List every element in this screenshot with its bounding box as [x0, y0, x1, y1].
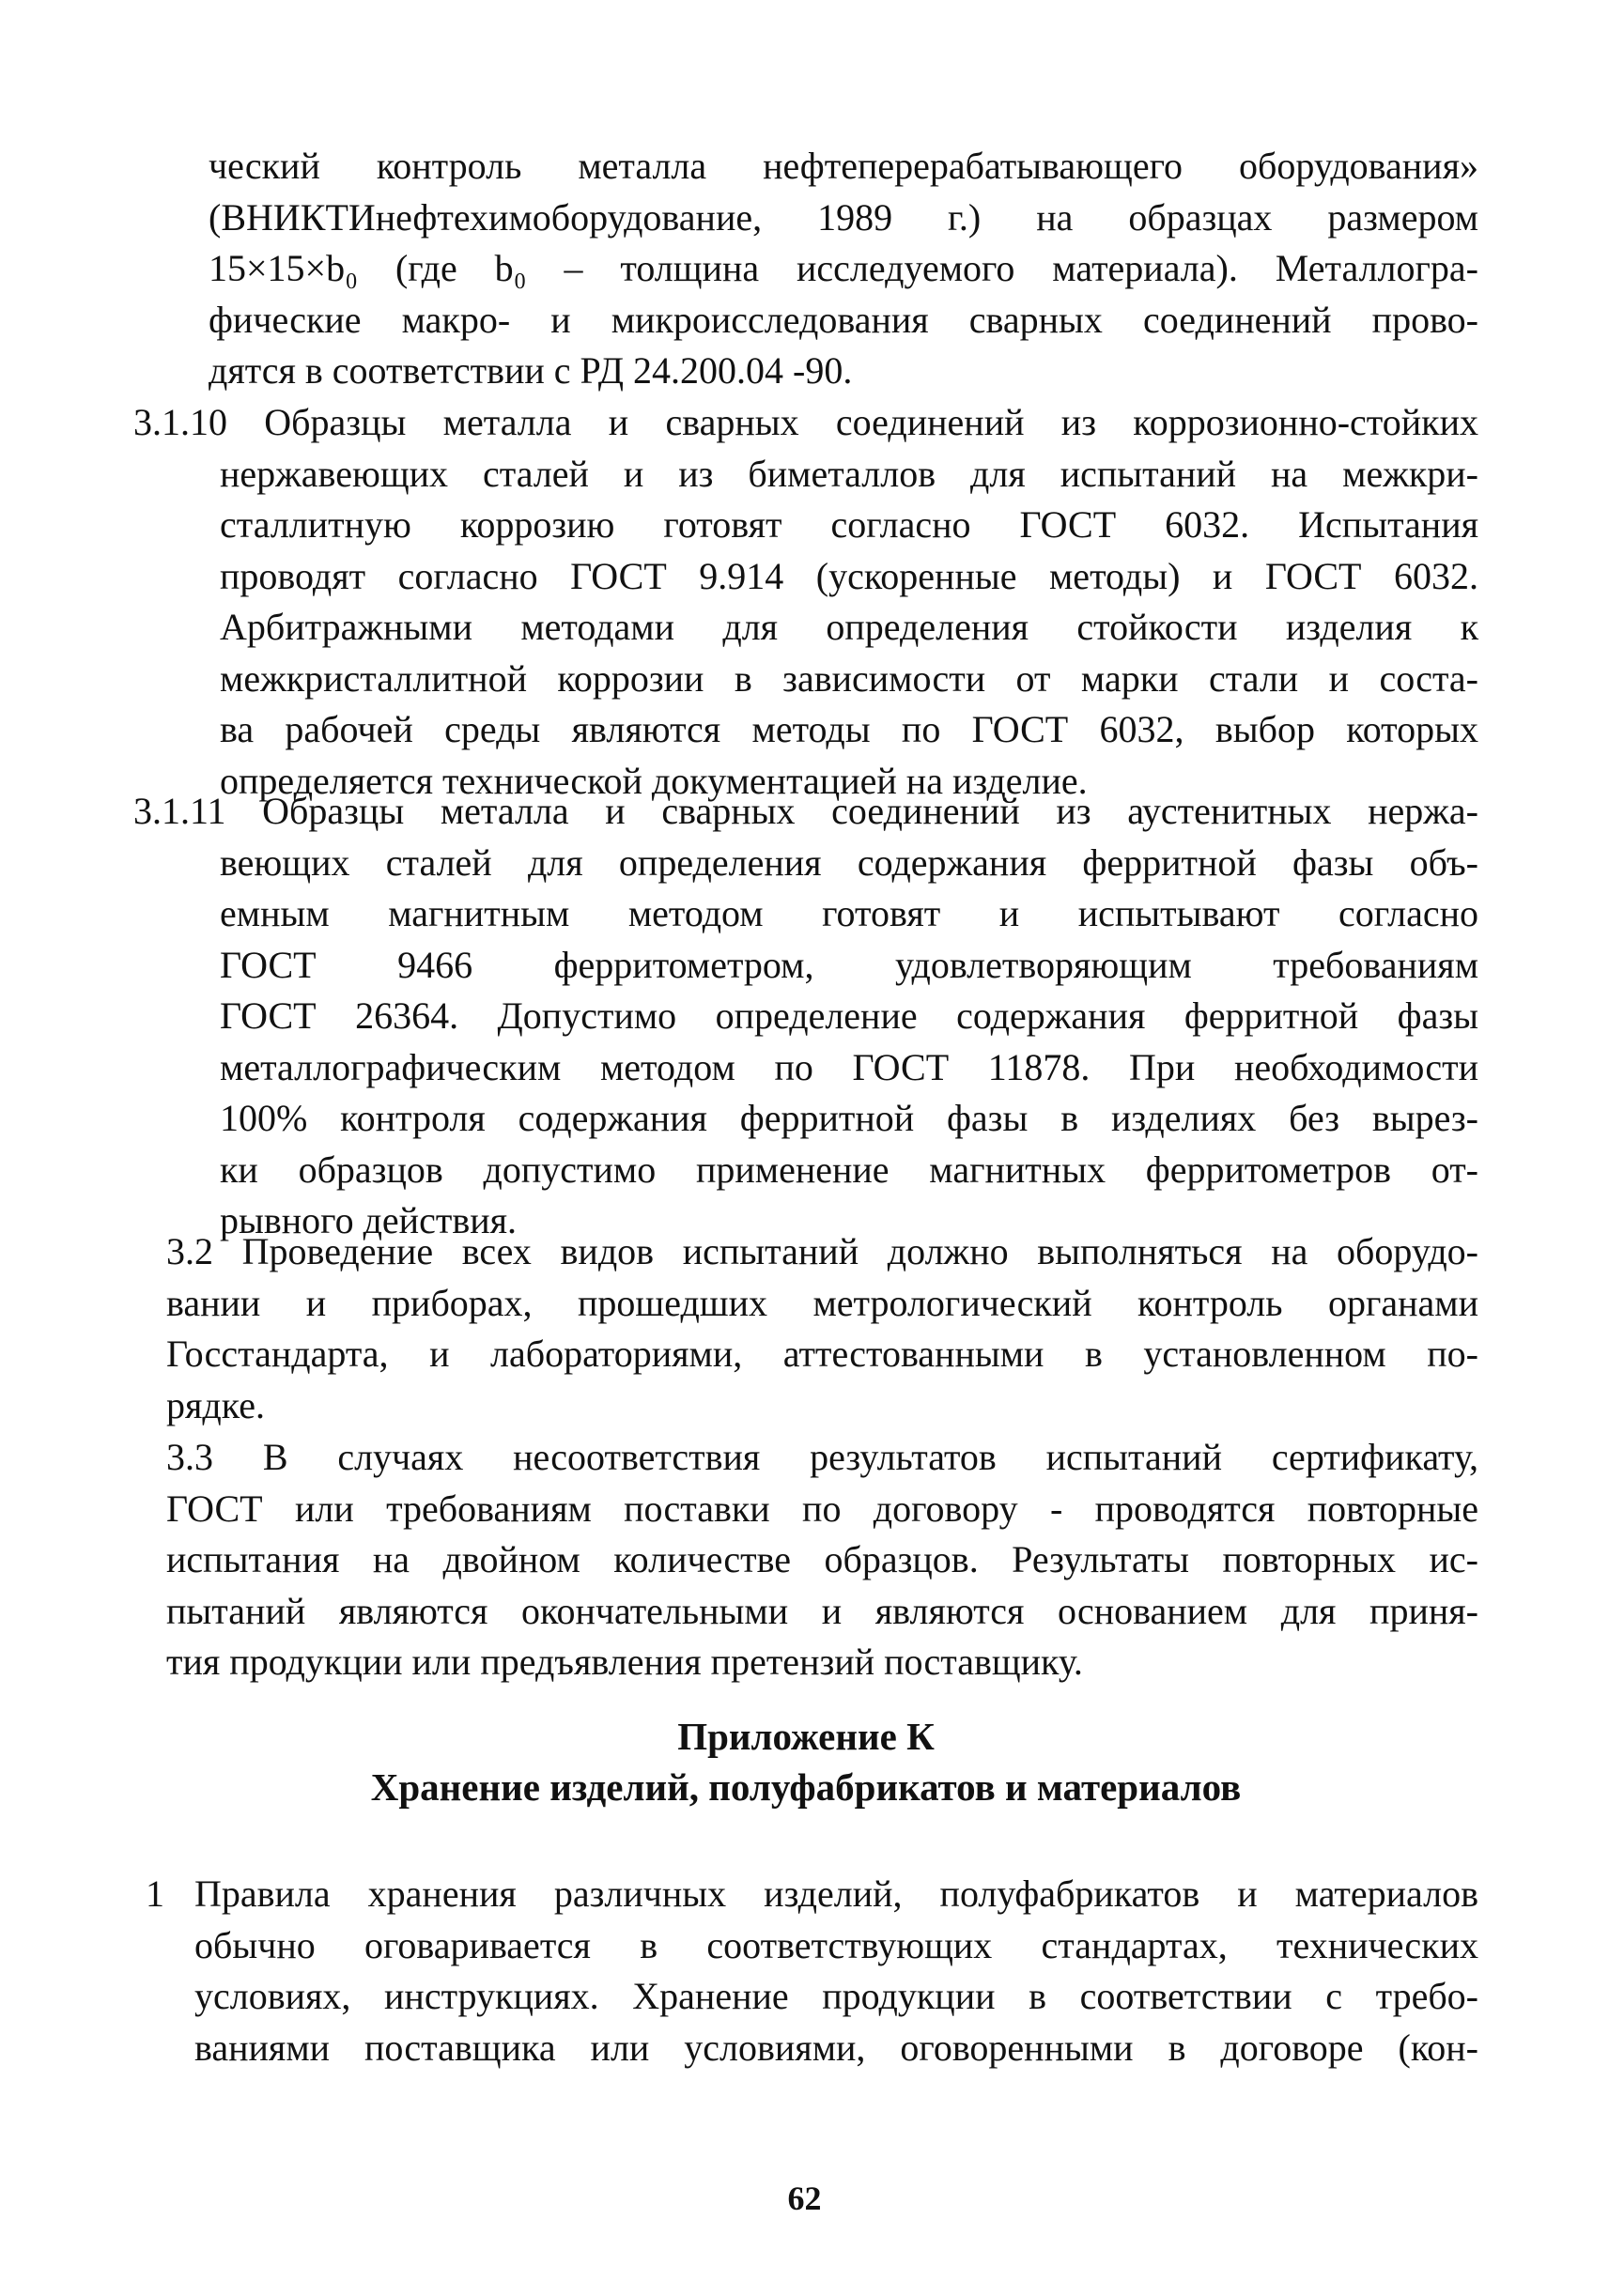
- text-line: Арбитражными методами для определения стойкости изделия к: [220, 606, 1478, 648]
- text-line: Правила хранения различных изделий, полуфабрикатов и материалов: [194, 1872, 1478, 1915]
- text-line: ческий контроль металла нефтеперерабатывающего оборудования»: [209, 145, 1478, 187]
- text-line: металлографическим методом по ГОСТ 11878. При необходимости: [220, 1045, 1478, 1088]
- text-line: условиях, инструкциях. Хранение продукции в соответствии с требо-: [194, 1975, 1478, 2017]
- text-line: ГОСТ 9466 ферритометром, удовлетворяющим требованиям: [220, 943, 1478, 986]
- text-line: тия продукции или предъявления претензий поставщику.: [166, 1641, 1083, 1683]
- text-line: (ВНИКТИнефтехимоборудование, 1989 г.) на образцах размером: [209, 195, 1478, 239]
- section-body: [220, 449, 1478, 808]
- text-line: нержавеющих сталей и из биметаллов для испытаний на межкри-: [220, 452, 1478, 495]
- text-line: фические макро- и микроисследования сварных соединений прово-: [209, 298, 1478, 341]
- text-line: сталлитную коррозию готовят согласно ГОСТ 6032. Испытания: [220, 503, 1478, 546]
- section-3-1-10: [133, 397, 1478, 807]
- section-3-3: [166, 1432, 1478, 1688]
- text-line: Госстандарта, и лабораториями, аттестованными в установленном по-: [166, 1333, 1478, 1375]
- text-line: определяется технической документацией на изделие.: [220, 759, 1088, 802]
- text-line: межкристаллитной коррозии в зависимости от марки стали и соста-: [220, 656, 1478, 700]
- page-number: 62: [787, 2180, 822, 2217]
- text-line: испытания на двойном количестве образцов. Результаты повторных ис-: [166, 1538, 1478, 1580]
- text-line: проводят согласно ГОСТ 9.914 (ускоренные методы) и ГОСТ 6032.: [220, 554, 1478, 597]
- section-first-line: 3.1.11 Образцы металла и сварных соединений из аустенитных нержа-: [133, 790, 1478, 832]
- text-line: емным магнитным методом готовят и испытывают согласно: [220, 892, 1478, 934]
- appendix-subtitle: Хранение изделий, полуфабрикатов и материалов: [370, 1765, 1242, 1809]
- text-line: ГОСТ 26364. Допустимо определение содержания ферритной фазы: [220, 994, 1478, 1037]
- section-3-1-11: [133, 786, 1478, 1247]
- text-line: ваниями поставщика или условиями, оговоренными в договоре (кон-: [194, 2026, 1478, 2069]
- section-3-2: [166, 1226, 1478, 1431]
- text-line: ва рабочей среды являются методы по ГОСТ 6032, выбор которых: [220, 708, 1478, 750]
- text-line: ки образцов допустимо применение магнитных ферритометров от-: [220, 1148, 1478, 1191]
- section-body: [220, 838, 1478, 1247]
- text-line: рядке.: [166, 1383, 265, 1426]
- text-line: 15×15×b₀ (где b₀ – толщина исследуемого материала). Металлогра-: [209, 247, 1478, 289]
- text-line: ГОСТ или требованиям поставки по договору - проводятся повторные: [166, 1487, 1478, 1530]
- section-first-line: 3.1.10 Образцы металла и сварных соединений из коррозионно-стойких: [133, 401, 1478, 443]
- text-line: дятся в соответствии с РД 24.200.04 -90.: [209, 349, 853, 392]
- paragraph-continuation: [209, 141, 1478, 397]
- text-line: 3.3 В случаях несоответствия результатов испытаний сертификату,: [166, 1436, 1478, 1478]
- text-line: 100% контроля содержания ферритной фазы в изделиях без вырез-: [220, 1097, 1478, 1139]
- text-line: рывного действия.: [220, 1199, 518, 1241]
- appendix-title: Приложение К: [677, 1715, 935, 1758]
- text-line: веющих сталей для определения содержания ферритной фазы объ-: [220, 840, 1478, 884]
- text-line: пытаний являются окончательными и являются основанием для приня-: [166, 1589, 1478, 1632]
- text-line: 3.2 Проведение всех видов испытаний должно выполняться на оборудо-: [166, 1230, 1478, 1272]
- text-line: обычно оговаривается в соответствующих стандартах, технических: [194, 1923, 1478, 1966]
- item-body: [194, 1869, 1478, 2073]
- item-number: 1: [146, 1872, 164, 1915]
- text-line: вании и приборах, прошедших метрологический контроль органами: [166, 1281, 1478, 1324]
